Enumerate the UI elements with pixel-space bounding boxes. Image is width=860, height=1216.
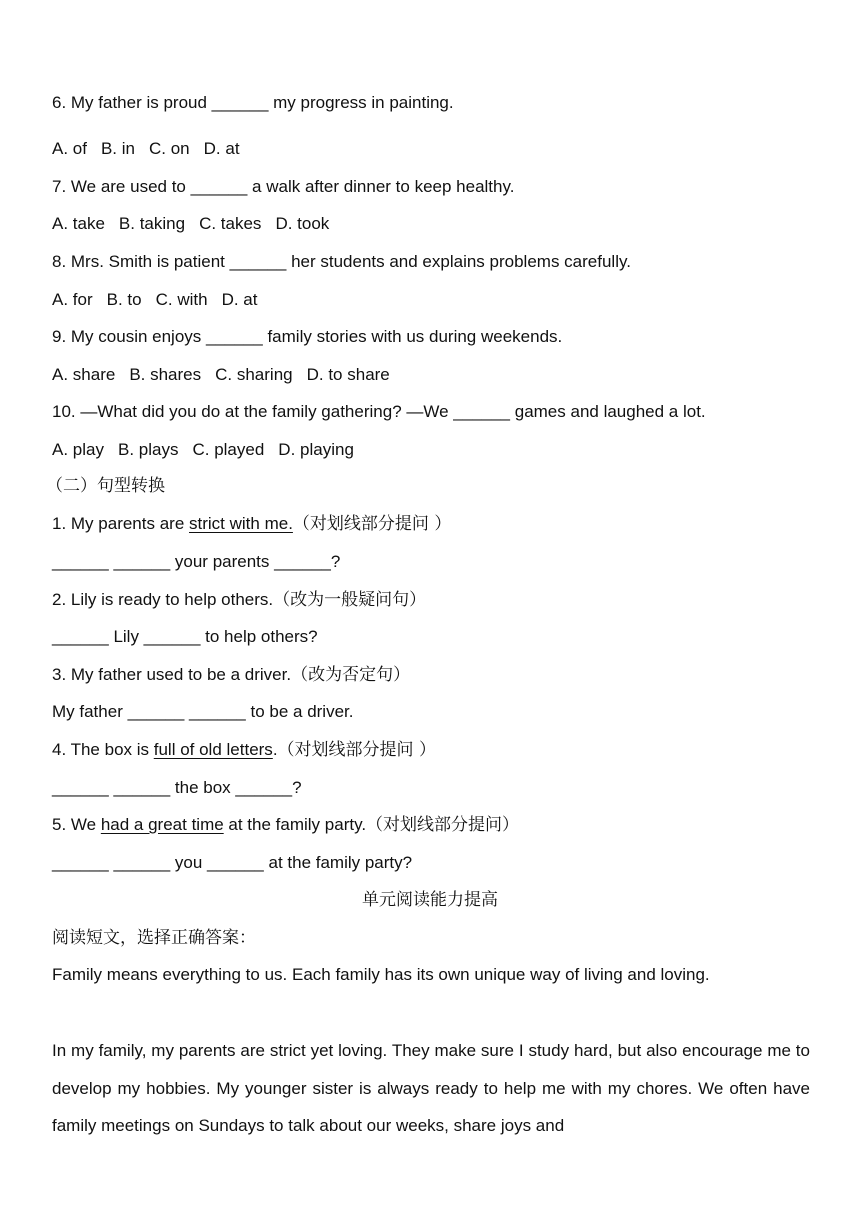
transform-item-5: [52, 814, 519, 836]
reading-paragraph-1: Family means everything to us. Each family has its own unique way of living and loving.: [52, 965, 710, 984]
option-c: C. played: [192, 440, 265, 459]
transform-answer-4: ______ ______ the box ______?: [52, 778, 302, 797]
underlined-text: full of old letters: [153, 740, 273, 759]
option-d: D. at: [221, 290, 258, 309]
item-text-post: at the family party.: [223, 815, 367, 834]
option-c: C. on: [149, 139, 190, 158]
question-10-options: [52, 439, 368, 461]
item-text-post: .: [272, 740, 278, 759]
section-heading: （二）句型转换: [46, 476, 165, 496]
question-10-stem: 10. —What did you do at the family gathering? —We ______ games and laughed a lot.: [52, 402, 706, 421]
option-c: C. sharing: [215, 365, 293, 384]
transform-item-2: [52, 589, 426, 611]
instruction-note: （改为一般疑问句）: [273, 590, 427, 610]
underlined-text: had a great time: [100, 815, 224, 834]
option-a: A. play: [52, 440, 104, 459]
item-text: 4. The box is: [52, 740, 154, 759]
option-d: D. took: [275, 214, 330, 233]
instruction-note: （对划线部分提问 ）: [292, 514, 452, 534]
option-b: B. plays: [117, 440, 179, 459]
option-b: B. shares: [129, 365, 202, 384]
transform-answer-2: ______ Lily ______ to help others?: [52, 627, 318, 646]
option-c: C. with: [155, 290, 208, 309]
option-d: D. playing: [278, 440, 354, 459]
option-b: B. to: [106, 290, 142, 309]
option-b: B. taking: [118, 214, 186, 233]
option-a: A. for: [52, 290, 93, 309]
question-9-options: [52, 364, 404, 386]
instruction-note: （对划线部分提问）: [366, 815, 520, 835]
question-6-stem: 6. My father is proud ______ my progress in painting.: [52, 93, 454, 112]
question-8-options: [52, 289, 271, 311]
reading-title: 单元阅读能力提高: [362, 890, 498, 910]
instruction-note: （对划线部分提问 ）: [277, 740, 436, 760]
transform-item-4: [52, 739, 436, 761]
reading-instruction: 阅读短文，选择正确答案：: [52, 928, 256, 948]
item-text: 3. My father used to be a driver.: [52, 665, 292, 684]
option-d: D. to share: [306, 365, 390, 384]
transform-item-3: [52, 664, 410, 686]
transform-answer-1: ______ ______ your parents ______?: [52, 552, 341, 571]
transform-item-1: [52, 513, 451, 535]
item-text: 5. We: [52, 815, 101, 834]
option-b: B. in: [100, 139, 135, 158]
transform-answer-5: ______ ______ you ______ at the family party?: [52, 853, 413, 872]
item-text: 1. My parents are: [52, 514, 190, 533]
option-c: C. takes: [199, 214, 262, 233]
question-8-stem: 8. Mrs. Smith is patient ______ her students and explains problems carefully.: [52, 252, 631, 271]
transform-answer-3: My father ______ ______ to be a driver.: [52, 702, 354, 721]
instruction-note: （改为否定句）: [291, 665, 411, 685]
option-a: A. of: [52, 139, 87, 158]
option-a: A. take: [52, 214, 105, 233]
item-text: 2. Lily is ready to help others.: [52, 590, 274, 609]
option-a: A. share: [52, 365, 116, 384]
option-d: D. at: [203, 139, 240, 158]
reading-paragraph-2: In my family, my parents are strict yet loving. They make sure I study hard, but also encourage me to develop my hobbies. My younger sister is always ready to help me with my chores. We often have family meetings on Sundays to talk about our weeks, share joys and: [52, 1041, 810, 1136]
question-6-options: [52, 138, 254, 160]
underlined-text: strict with me.: [189, 514, 293, 533]
question-7-stem: 7. We are used to ______ a walk after dinner to keep healthy.: [52, 177, 515, 196]
question-9-stem: 9. My cousin enjoys ______ family stories with us during weekends.: [52, 327, 563, 346]
question-7-options: [52, 213, 343, 235]
